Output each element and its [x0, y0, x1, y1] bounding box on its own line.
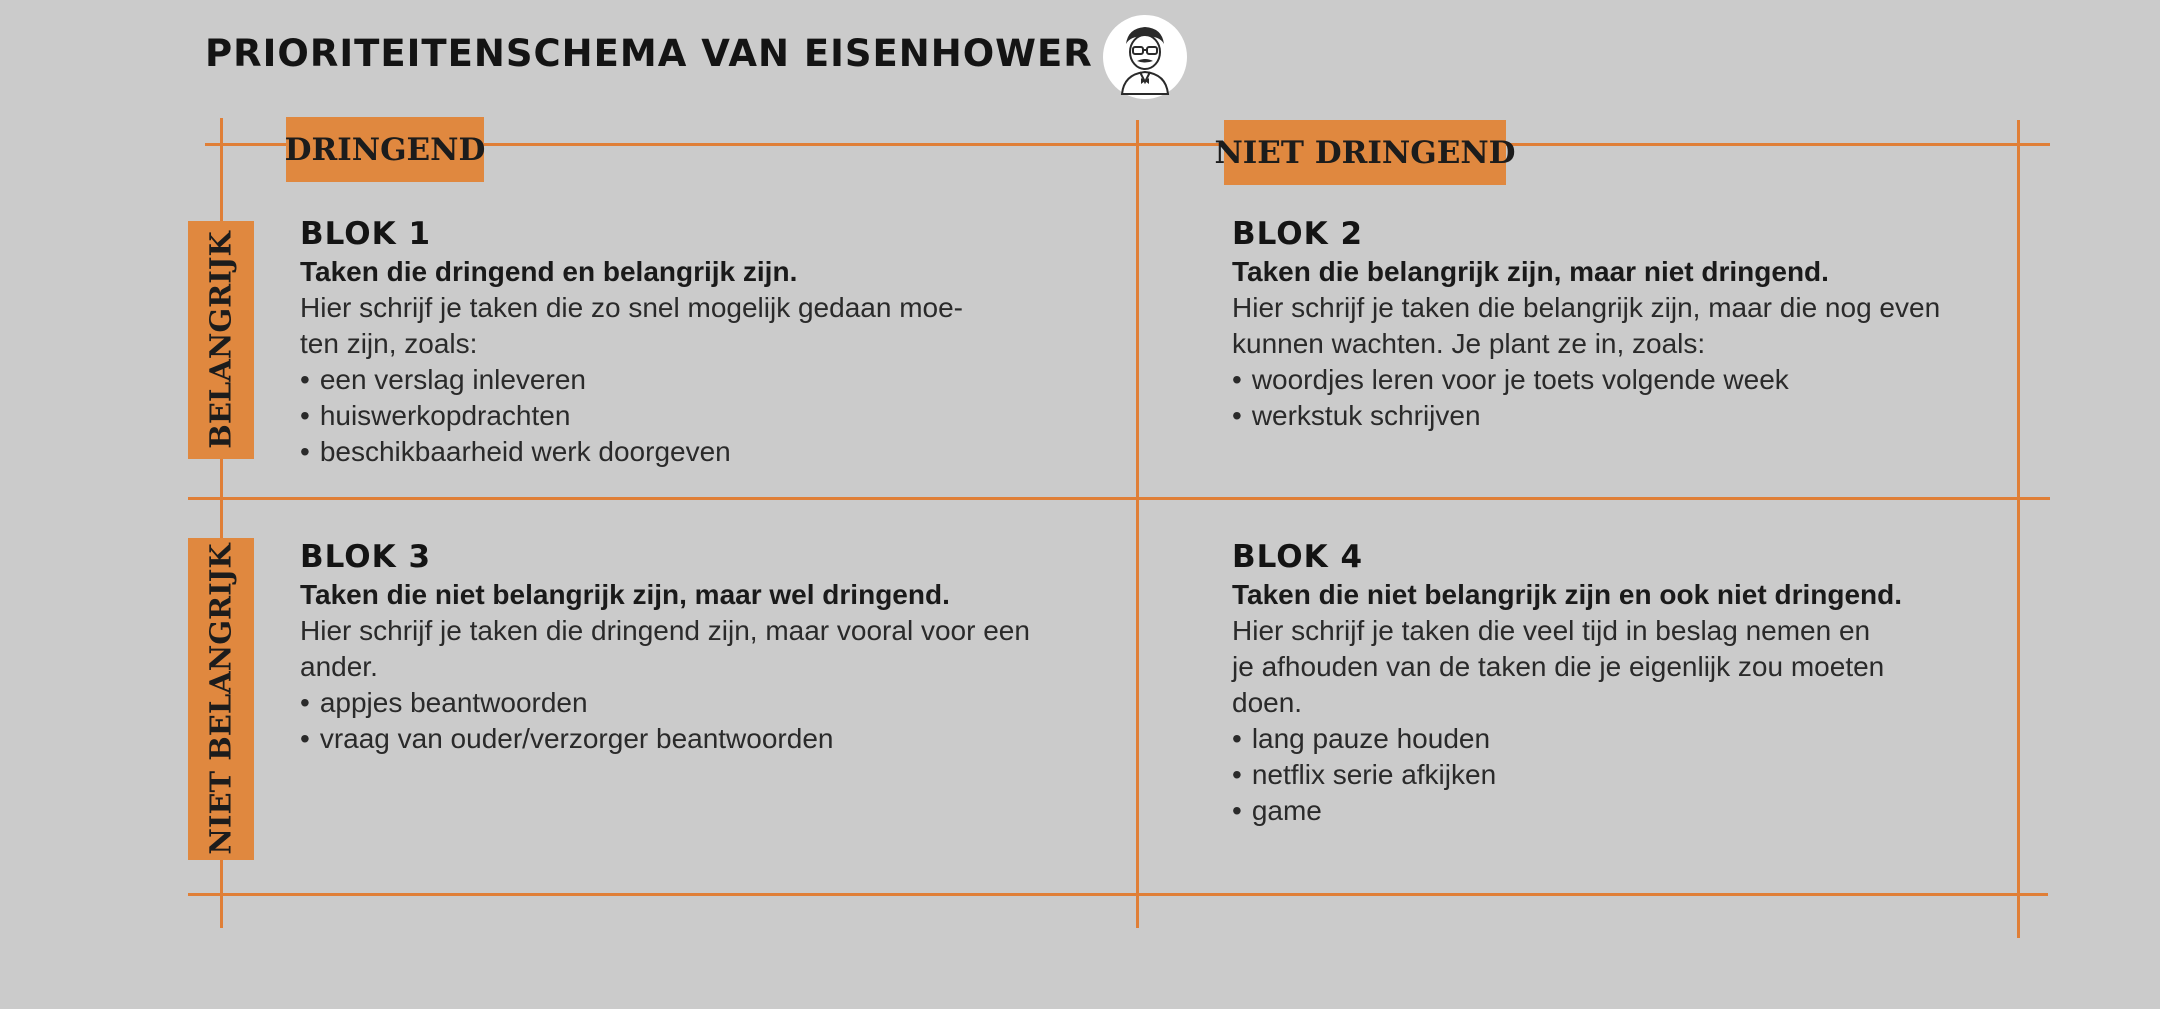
description-line: Hier schrijf je taken die dringend zijn, maar vooral voor een — [300, 615, 1030, 646]
list-item: • werkstuk schrijven — [1232, 398, 1940, 434]
block-title: BLOK 4 — [1232, 539, 1364, 575]
list-item: • lang pauze houden — [1232, 721, 1902, 757]
description-line: ander. — [300, 651, 378, 682]
block-title: BLOK 2 — [1232, 216, 1364, 252]
block-description — [300, 613, 1030, 685]
list-item: • woordjes leren voor je toets volgende week — [1232, 362, 1940, 398]
block-title: BLOK 1 — [300, 216, 432, 252]
description-line: Hier schrijf je taken die zo snel mogelijk gedaan moe- — [300, 292, 963, 323]
block-description — [1232, 290, 1940, 362]
row-header-niet-belangrijk — [188, 538, 254, 860]
page-title: PRIORITEITENSCHEMA VAN EISENHOWER — [205, 32, 1093, 75]
description-line: doen. — [1232, 687, 1303, 718]
grid-line-bottom — [188, 893, 2048, 896]
grid-line-middle — [188, 497, 2050, 500]
block-description — [1232, 613, 1902, 721]
row-header-belangrijk-label: BELANGRIJK — [204, 231, 238, 449]
block-list — [1232, 721, 1902, 829]
description-line: je afhouden van de taken die je eigenlijk zou moeten — [1232, 651, 1885, 682]
description-line: kunnen wachten. Je plant ze in, zoals: — [1232, 328, 1706, 359]
block-description — [300, 290, 963, 362]
block-2 — [1232, 214, 1940, 434]
list-item: • game — [1232, 793, 1902, 829]
description-line: Hier schrijf je taken die veel tijd in beslag nemen en — [1232, 615, 1871, 646]
block-4 — [1232, 537, 1902, 829]
teacher-avatar-icon — [1102, 14, 1188, 100]
description-line: Hier schrijf je taken die belangrijk zijn, maar die nog even — [1232, 292, 1941, 323]
grid-line-right — [2017, 120, 2020, 938]
list-item: • netflix serie afkijken — [1232, 757, 1902, 793]
block-title: BLOK 3 — [300, 539, 432, 575]
list-item: • vraag van ouder/verzorger beantwoorden — [300, 721, 1030, 757]
block-subtitle: Taken die belangrijk zijn, maar niet dringend. — [1232, 256, 1829, 287]
row-header-niet-belangrijk-label: NIET BELANGRIJK — [204, 543, 239, 855]
block-1 — [300, 214, 963, 470]
row-header-belangrijk — [188, 221, 254, 459]
block-subtitle: Taken die dringend en belangrijk zijn. — [300, 256, 798, 287]
list-item: • huiswerkopdrachten — [300, 398, 963, 434]
list-item: • appjes beantwoorden — [300, 685, 1030, 721]
block-list — [300, 362, 963, 470]
block-subtitle: Taken die niet belangrijk zijn en ook niet dringend. — [1232, 579, 1903, 610]
grid-line-center — [1136, 120, 1139, 928]
list-item: • beschikbaarheid werk doorgeven — [300, 434, 963, 470]
block-3 — [300, 537, 1030, 757]
block-list — [1232, 362, 1940, 434]
column-header-niet-dringend: NIET DRINGEND — [1224, 120, 1506, 185]
block-list — [300, 685, 1030, 757]
list-item: • een verslag inleveren — [300, 362, 963, 398]
description-line: ten zijn, zoals: — [300, 328, 478, 359]
block-subtitle: Taken die niet belangrijk zijn, maar wel dringend. — [300, 579, 950, 610]
column-header-dringend: DRINGEND — [286, 117, 484, 182]
